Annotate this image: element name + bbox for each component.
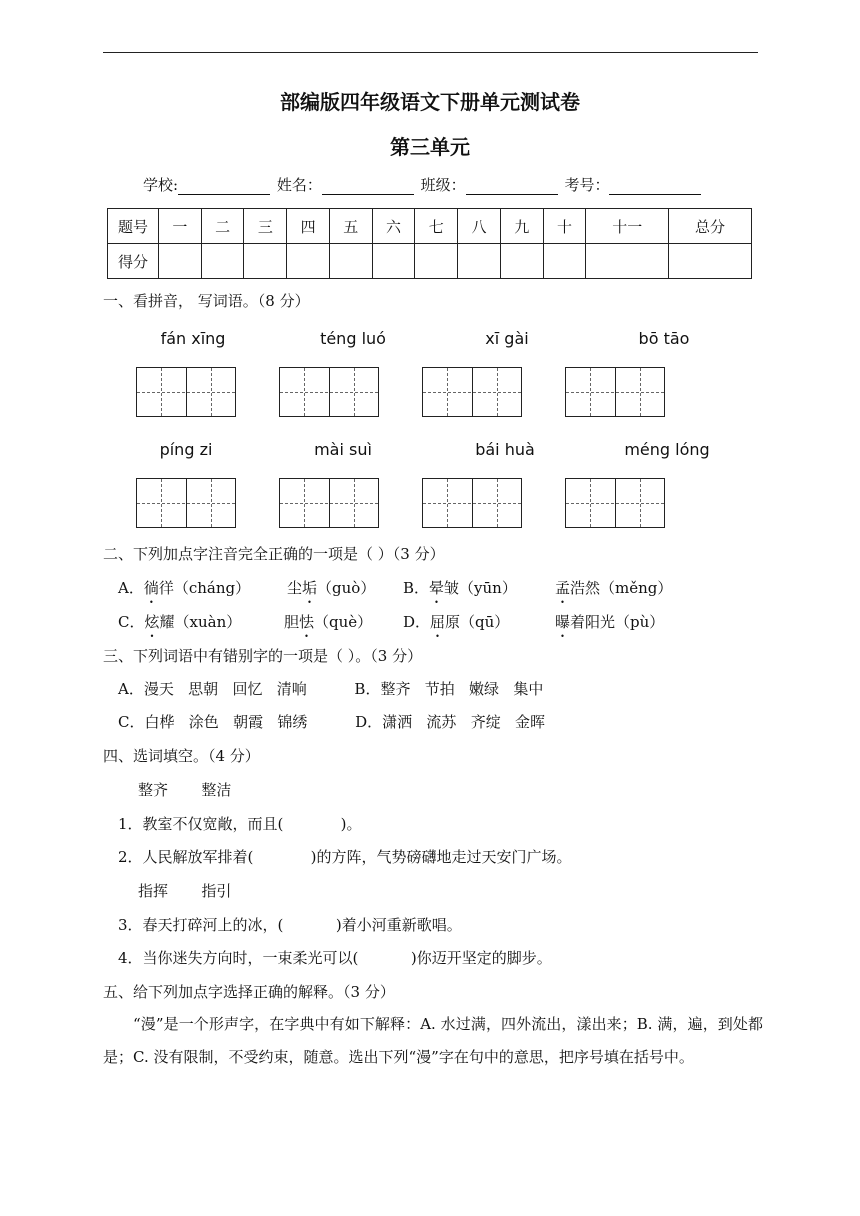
score-cell[interactable] — [329, 244, 372, 279]
score-cell[interactable] — [287, 244, 330, 279]
score-row-label: 得分 — [108, 244, 159, 279]
writing-grid[interactable] — [279, 478, 379, 528]
pinyin-label: bō tāo — [638, 329, 690, 348]
score-cell[interactable] — [669, 244, 752, 279]
q4-sentence-1: 1．教室不仅宽敞，而且( )。 — [118, 815, 362, 833]
q2-option-b1: B．晕皱（yūn） — [403, 579, 517, 597]
pinyin-label: píng zi — [159, 440, 213, 459]
score-cell[interactable] — [244, 244, 287, 279]
writing-grid[interactable] — [422, 367, 522, 417]
pinyin-label: méng lóng — [624, 440, 710, 459]
writing-grid[interactable] — [136, 478, 236, 528]
pinyin-label: téng luó — [320, 329, 386, 348]
score-header-cell: 八 — [458, 209, 501, 244]
exam-number-label: 考号： — [564, 176, 610, 194]
score-header-cell: 十一 — [586, 209, 669, 244]
school-blank[interactable] — [178, 178, 270, 195]
score-cell[interactable] — [159, 244, 202, 279]
writing-grid[interactable] — [565, 367, 665, 417]
student-info-line — [143, 174, 703, 195]
q4-sentence-3: 3．春天打碎河上的冰，( )着小河重新歌唱。 — [118, 916, 462, 934]
q4-sentence-4: 4．当你迷失方向时，一束柔光可以( )你迈开坚定的脚步。 — [118, 949, 552, 967]
score-header-cell: 题号 — [108, 209, 159, 244]
q1-heading: 一、看拼音， 写词语。（8 分） — [103, 292, 310, 310]
score-header-cell: 三 — [244, 209, 287, 244]
q3-options-cd: C．白桦 涂色 朝霞 锦绣 D．潇洒 流苏 齐绽 金晖 — [118, 713, 546, 731]
q2-option-d1: D．屈原（qū） — [403, 613, 510, 631]
q2-heading: 二、下列加点字注音完全正确的一项是（ ）（3 分） — [103, 545, 445, 563]
q3-heading: 三、下列词语中有错别字的一项是（ ）。（3 分） — [103, 647, 423, 665]
page-title: 部编版四年级语文下册单元测试卷 — [280, 90, 580, 114]
school-label: 学校: — [143, 176, 179, 194]
q4-word-choices-1: 整齐 整洁 — [138, 781, 232, 799]
pinyin-label: bái huà — [475, 440, 535, 459]
score-cell[interactable] — [415, 244, 458, 279]
name-blank[interactable] — [322, 178, 414, 195]
score-table — [107, 208, 752, 279]
score-cell[interactable] — [500, 244, 543, 279]
score-cell[interactable] — [543, 244, 586, 279]
top-rule — [103, 52, 758, 53]
q2-option-a2: 尘垢（guò） — [287, 579, 376, 597]
score-header-cell: 五 — [329, 209, 372, 244]
q5-paragraph: “漫”是一个形声字，在字典中有如下解释：A. 水过满，四外流出，漾出来；B. 满，遍，到处都是；C. 没有限制，不受约束，随意。选出下列“漫”字在句中的意思，把序号填在括号中。 — [103, 1015, 763, 1066]
pinyin-label: mài suì — [314, 440, 372, 459]
score-header-cell: 总分 — [669, 209, 752, 244]
score-cell[interactable] — [586, 244, 669, 279]
score-table-score-row — [108, 244, 752, 279]
class-blank[interactable] — [466, 178, 558, 195]
q4-sentence-2: 2．人民解放军排着( )的方阵，气势磅礴地走过天安门广场。 — [118, 848, 572, 866]
score-table-header-row — [108, 209, 752, 244]
name-label: 姓名： — [276, 176, 322, 194]
score-header-cell: 七 — [415, 209, 458, 244]
score-header-cell: 四 — [287, 209, 330, 244]
q2-option-d2: 曝着阳光（pù） — [555, 613, 665, 631]
q3-options-ab: A．漫天 思朝 回忆 清响 B．整齐 节拍 嫩绿 集中 — [118, 680, 544, 698]
pinyin-label: xī gài — [485, 329, 529, 348]
exam-number-blank[interactable] — [609, 178, 701, 195]
unit-subtitle: 第三单元 — [390, 135, 470, 159]
writing-grid[interactable] — [279, 367, 379, 417]
q4-word-choices-2: 指挥 指引 — [138, 882, 232, 900]
class-label: 班级： — [420, 176, 466, 194]
writing-grid[interactable] — [565, 478, 665, 528]
score-header-cell: 六 — [372, 209, 415, 244]
score-cell[interactable] — [201, 244, 244, 279]
q2-option-c1: C．炫耀（xuàn） — [118, 613, 242, 631]
score-header-cell: 九 — [500, 209, 543, 244]
q4-heading: 四、选词填空。（4 分） — [103, 747, 260, 765]
q2-option-a1: A．徜徉（cháng） — [118, 579, 251, 597]
q5-heading: 五、给下列加点字选择正确的解释。（3 分） — [103, 983, 395, 1001]
q2-option-b2: 孟浩然（měng） — [555, 579, 673, 597]
score-header-cell: 十 — [543, 209, 586, 244]
writing-grid[interactable] — [136, 367, 236, 417]
writing-grid[interactable] — [422, 478, 522, 528]
score-header-cell: 二 — [201, 209, 244, 244]
q2-option-c2: 胆怯（què） — [284, 613, 373, 631]
score-cell[interactable] — [458, 244, 501, 279]
pinyin-label: fán xīng — [160, 329, 226, 348]
score-cell[interactable] — [372, 244, 415, 279]
score-header-cell: 一 — [159, 209, 202, 244]
